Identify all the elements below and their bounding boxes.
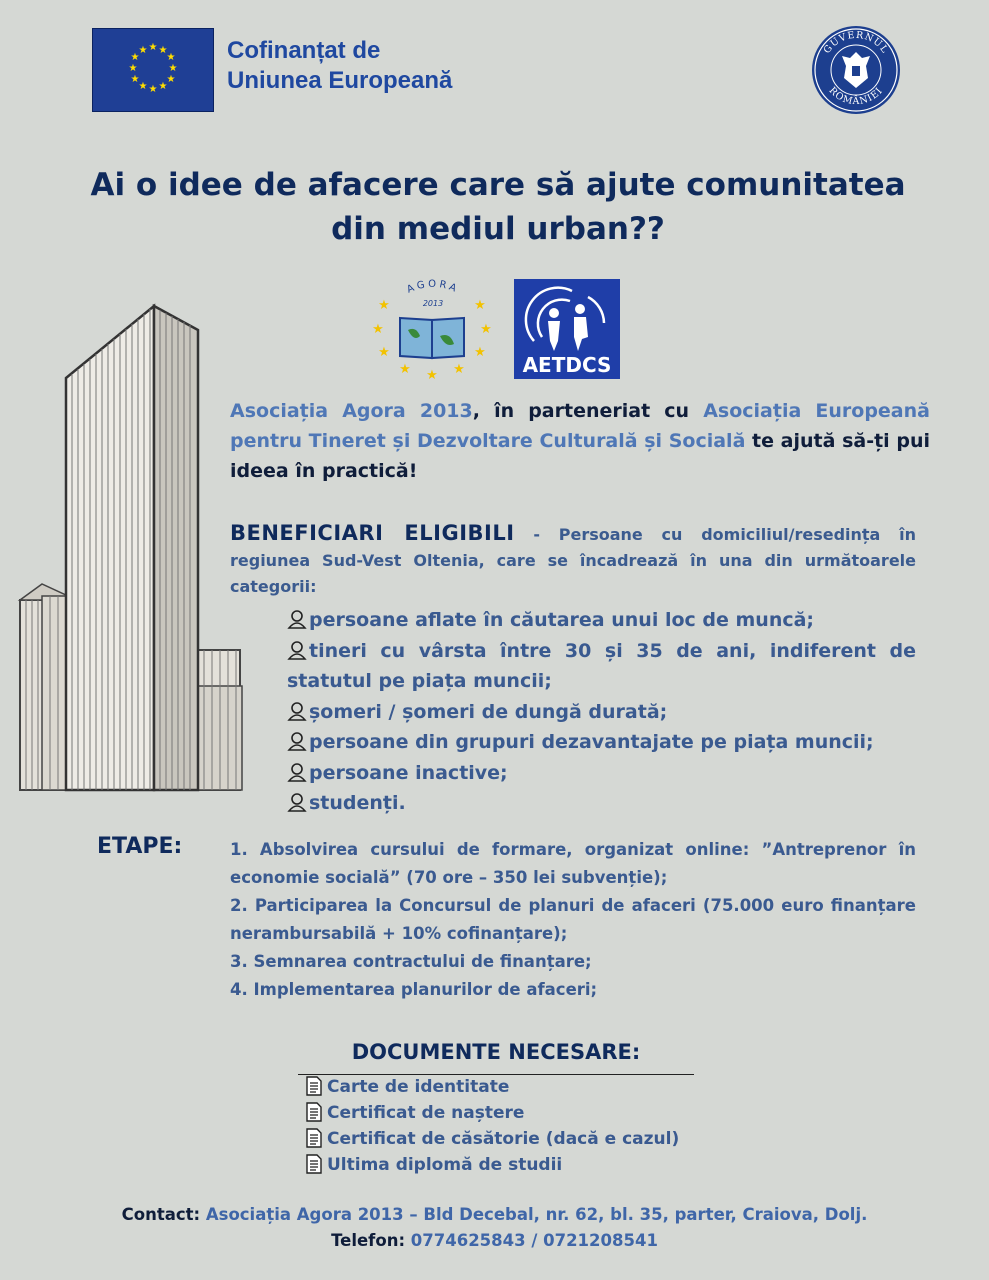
svg-text:★: ★ — [166, 52, 176, 63]
list-item — [287, 727, 916, 758]
beneficiary-text: persoane aflate în căutarea unui loc de muncă; — [309, 609, 815, 631]
list-item — [304, 1152, 679, 1178]
list-item: 2. Participarea la Concursul de planuri de afaceri (75.000 euro finanțare nerambursabilă + 10% cofinanțare); — [230, 896, 916, 943]
eu-flag-icon — [92, 28, 214, 112]
list-item: 1. Absolvirea cursului de formare, organizat online: ”Antreprenor în economie socială” (70 ore – 350 lei subvenție); — [230, 840, 916, 887]
agora-2013-logo — [370, 278, 496, 384]
intro-comma: , — [472, 400, 495, 422]
beneficiary-text: persoane din grupuri dezavantajate pe piața muncii; — [309, 731, 874, 753]
beneficiary-text: tineri cu vârsta între 30 și 35 de ani, indiferent de statutul pe piața muncii; — [287, 639, 916, 692]
agora-arc-text: AGORA — [405, 278, 461, 296]
document-icon — [304, 1076, 324, 1096]
svg-text:★: ★ — [148, 42, 158, 53]
intro-paragraph — [230, 396, 930, 486]
person-icon — [287, 609, 307, 629]
svg-text:★: ★ — [158, 81, 168, 92]
svg-text:★: ★ — [166, 74, 176, 85]
svg-text:★: ★ — [480, 322, 492, 337]
document-text: Certificat de căsătorie (dacă e cazul) — [327, 1129, 680, 1149]
svg-text:★: ★ — [158, 45, 168, 56]
beneficiaries-section — [230, 520, 916, 600]
etape-label: ETAPE: — [97, 834, 183, 859]
svg-text:★: ★ — [453, 362, 465, 377]
list-item — [304, 1074, 679, 1100]
svg-text:★: ★ — [372, 322, 384, 337]
document-icon — [304, 1128, 324, 1148]
svg-text:★: ★ — [130, 52, 140, 63]
document-text: Ultima diplomă de studii — [327, 1155, 563, 1175]
person-icon — [287, 762, 307, 782]
etape-list — [230, 836, 916, 1004]
list-item — [287, 605, 916, 636]
beneficiaries-description: - Persoane cu domiciliul/resedința în regiunea Sud-Vest Oltenia, care se încadrează în una din următoarele categorii: — [230, 525, 916, 596]
document-text: Certificat de naștere — [327, 1103, 525, 1123]
government-seal-icon — [810, 24, 902, 116]
intro-partner-text: în parteneriat cu — [494, 400, 690, 422]
beneficiary-text: studenți. — [309, 792, 406, 814]
beneficiaries-title: BENEFICIARI ELIGIBILI — [230, 521, 515, 545]
list-item — [304, 1100, 679, 1126]
skyscraper-illustration — [14, 300, 246, 795]
org-agora-name: Asociația Agora 2013 — [230, 400, 473, 422]
list-item — [287, 758, 916, 789]
document-icon — [304, 1154, 324, 1174]
svg-text:★: ★ — [130, 74, 140, 85]
svg-text:★: ★ — [148, 84, 158, 95]
org-aetdcs-name: Asociația Europeană pentru Tineret și Dezvoltare Culturală și Socială — [230, 400, 930, 452]
eu-stars — [93, 29, 213, 111]
contact-address: Asociația Agora 2013 – Bld Decebal, nr. 62, bl. 35, parter, Craiova, Dolj. — [200, 1205, 868, 1224]
document-text: Carte de identitate — [327, 1077, 510, 1097]
contact-footer — [40, 1202, 949, 1254]
svg-text:★: ★ — [474, 298, 486, 313]
title-line-2: din mediul urban?? — [331, 211, 665, 247]
person-icon — [287, 792, 307, 812]
document-icon — [304, 1102, 324, 1122]
phone-line — [40, 1228, 949, 1254]
contact-label: Contact: — [121, 1205, 201, 1224]
eu-line-1: Cofinanțat de — [227, 37, 381, 64]
svg-text:★: ★ — [168, 63, 178, 74]
list-item — [287, 788, 916, 819]
svg-text:★: ★ — [474, 345, 486, 360]
person-icon — [287, 701, 307, 721]
title-line-1: Ai o idee de afacere care să ajute comunitatea — [90, 167, 906, 203]
aetdcs-wordmark: AETDCS — [522, 353, 612, 377]
intro-tail: te ajută să-ți pui ideea în practică! — [230, 430, 930, 482]
beneficiaries-list — [287, 605, 916, 819]
seal-text-bottom: ROMÂNIEI — [826, 85, 886, 108]
contact-line — [40, 1202, 949, 1228]
documents-list — [304, 1074, 679, 1178]
phone-label: Telefon: — [331, 1231, 406, 1250]
svg-text:★: ★ — [399, 362, 411, 377]
svg-text:★: ★ — [128, 63, 138, 74]
svg-text:★: ★ — [138, 81, 148, 92]
svg-text:★: ★ — [138, 45, 148, 56]
agora-year: 2013 — [422, 299, 444, 308]
person-icon — [287, 640, 307, 660]
eu-line-2: Uniunea Europeană — [227, 67, 453, 94]
documents-title: DOCUMENTE NECESARE: — [351, 1040, 641, 1064]
list-item — [287, 636, 916, 697]
list-item: 3. Semnarea contractului de finanțare; — [230, 952, 592, 971]
svg-text:★: ★ — [378, 298, 390, 313]
person-icon — [287, 731, 307, 751]
aetdcs-logo — [514, 279, 620, 379]
beneficiary-text: persoane inactive; — [309, 761, 508, 784]
eu-cofinance-label — [227, 36, 452, 96]
svg-text:★: ★ — [378, 345, 390, 360]
beneficiary-text: șomeri / șomeri de dungă durată; — [309, 700, 668, 723]
seal-text-top: GUVERNUL — [821, 29, 891, 56]
list-item — [287, 697, 916, 728]
svg-text:★: ★ — [426, 368, 438, 383]
page-title — [40, 163, 956, 251]
list-item — [304, 1126, 679, 1152]
list-item: 4. Implementarea planurilor de afaceri; — [230, 980, 598, 999]
open-book-icon — [400, 318, 464, 358]
phone-numbers: 0774625843 / 0721208541 — [405, 1231, 658, 1250]
